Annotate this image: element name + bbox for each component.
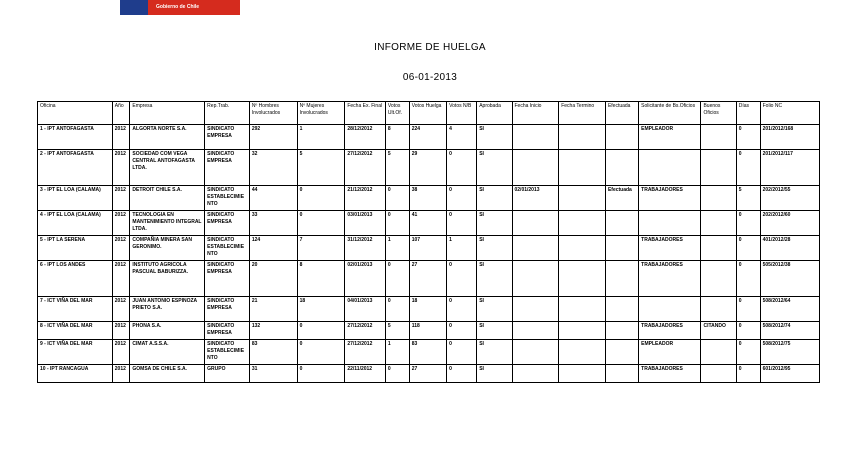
column-header: Fecha Ex. Final (345, 102, 386, 125)
table-cell: 6 - IPT LOS ANDES (38, 261, 113, 297)
table-cell (512, 340, 559, 365)
table-cell: 0 (736, 236, 760, 261)
table-cell: 04/01/2013 (345, 297, 386, 322)
table-cell (605, 211, 638, 236)
table-cell: 505/2012/38 (760, 261, 819, 297)
table-cell: 03/01/2013 (345, 211, 386, 236)
table-cell: GRUPO (205, 365, 250, 383)
table-cell: 201/2012/168 (760, 125, 819, 150)
table-cell: 0 (297, 340, 345, 365)
table-cell (605, 365, 638, 383)
column-header: Votos Huelga (409, 102, 446, 125)
table-cell (639, 150, 701, 186)
table-cell: 0 (736, 322, 760, 340)
table-cell: SOCIEDAD COM VEGA CENTRAL ANTOFAGASTA LTDA. (130, 150, 205, 186)
table-cell: 2 - IPT ANTOFAGASTA (38, 150, 113, 186)
table-cell: TECNOLOGIA EN MANTENIMIENTO INTEGRAL LTDA. (130, 211, 205, 236)
table-cell: 83 (249, 340, 297, 365)
table-cell (605, 322, 638, 340)
table-cell: 27 (409, 365, 446, 383)
table-cell: 1 - IPT ANTOFAGASTA (38, 125, 113, 150)
table-cell: 32 (249, 150, 297, 186)
table-cell (701, 236, 736, 261)
table-row (38, 340, 820, 365)
table-cell: SI (477, 186, 512, 211)
header-row (38, 102, 820, 125)
table-cell: 0 (447, 261, 477, 297)
table-cell: 8 (297, 261, 345, 297)
table-cell (605, 125, 638, 150)
table-cell: 0 (385, 261, 409, 297)
table-cell: 44 (249, 186, 297, 211)
table-cell: TRABAJADORES (639, 322, 701, 340)
table-cell: 1 (385, 236, 409, 261)
table-row (38, 261, 820, 297)
table-cell (701, 125, 736, 150)
table-cell: SI (477, 236, 512, 261)
table-cell (605, 340, 638, 365)
table-cell: 202/2012/55 (760, 186, 819, 211)
table-cell (701, 150, 736, 186)
table-cell: 8 - ICT VIÑA DEL MAR (38, 322, 113, 340)
table-cell: SI (477, 125, 512, 150)
table-cell (512, 322, 559, 340)
table-cell: 10 - IPT RANCAGUA (38, 365, 113, 383)
column-header: Efectuada (605, 102, 638, 125)
table-cell (512, 236, 559, 261)
table-cell: 27 (409, 261, 446, 297)
column-header: Solicitante de Bs.Oficios (639, 102, 701, 125)
table-cell: 0 (385, 186, 409, 211)
table-cell: 401/2012/28 (760, 236, 819, 261)
table-cell: SI (477, 211, 512, 236)
table-cell: 22/11/2012 (345, 365, 386, 383)
table-cell: 2012 (112, 261, 130, 297)
table-cell: COMPAÑIA MINERA SAN GERONIMO. (130, 236, 205, 261)
table-cell: 0 (385, 297, 409, 322)
table-cell: 7 - ICT VIÑA DEL MAR (38, 297, 113, 322)
table-cell: 02/01/2013 (512, 186, 559, 211)
table-cell: 118 (409, 322, 446, 340)
table-cell: 28/12/2012 (345, 125, 386, 150)
table-cell: 0 (447, 365, 477, 383)
table-cell: 2012 (112, 340, 130, 365)
column-header: Empresa (130, 102, 205, 125)
table-cell: 508/2012/75 (760, 340, 819, 365)
logo-text: Gobierno de Chile (156, 4, 200, 10)
table-cell: PHONA S.A. (130, 322, 205, 340)
table-cell: TRABAJADORES (639, 186, 701, 211)
table-cell: SINDICATO ESTABLECIMIENTO (205, 340, 250, 365)
table-cell (605, 236, 638, 261)
table-cell: 21 (249, 297, 297, 322)
table-cell (559, 261, 606, 297)
table-row (38, 322, 820, 340)
table-row (38, 186, 820, 211)
table-cell: 02/01/2013 (345, 261, 386, 297)
table-cell: 0 (447, 150, 477, 186)
table-cell: 0 (736, 150, 760, 186)
table-cell: 0 (736, 297, 760, 322)
table-cell: EMPLEADOR (639, 340, 701, 365)
table-cell: SINDICATO EMPRESA (205, 322, 250, 340)
table-cell: SI (477, 340, 512, 365)
table-cell: JUAN ANTONIO ESPINOZA PRIETO S.A. (130, 297, 205, 322)
table-body (38, 125, 820, 383)
table-cell: TRABAJADORES (639, 236, 701, 261)
table-cell: 5 (736, 186, 760, 211)
table-cell: 21/12/2012 (345, 186, 386, 211)
strike-report-table (37, 101, 820, 383)
column-header: Días (736, 102, 760, 125)
table-cell: 0 (297, 365, 345, 383)
table-cell: 124 (249, 236, 297, 261)
table-cell: 27/12/2012 (345, 340, 386, 365)
table-cell: 0 (447, 186, 477, 211)
column-header: Votos Ult.Of. (385, 102, 409, 125)
column-header: Nº Hombres Involucrados (249, 102, 297, 125)
table-cell: 18 (409, 297, 446, 322)
table-cell: 20 (249, 261, 297, 297)
table-cell: 292 (249, 125, 297, 150)
table-cell (701, 211, 736, 236)
table-cell: 5 (297, 150, 345, 186)
table-cell (559, 322, 606, 340)
table-cell: INSTITUTO AGRICOLA PASCUAL BABURIZZA. (130, 261, 205, 297)
table-cell: TRABAJADORES (639, 261, 701, 297)
table-cell (605, 261, 638, 297)
table-cell: 2012 (112, 365, 130, 383)
table-cell (559, 297, 606, 322)
table-cell: 0 (385, 211, 409, 236)
table-cell: 7 (297, 236, 345, 261)
table-cell: SINDICATO EMPRESA (205, 125, 250, 150)
table-cell: 0 (297, 211, 345, 236)
table-cell: 9 - ICT VIÑA DEL MAR (38, 340, 113, 365)
table-cell: 38 (409, 186, 446, 211)
table-cell: 4 - IPT EL LOA (CALAMA) (38, 211, 113, 236)
table-cell: 5 (385, 322, 409, 340)
table-cell: 2012 (112, 186, 130, 211)
table-cell (701, 365, 736, 383)
table-cell: SI (477, 150, 512, 186)
table-cell (559, 340, 606, 365)
table-cell: 0 (736, 125, 760, 150)
table-cell: 1 (385, 340, 409, 365)
table-cell: 0 (385, 365, 409, 383)
table-cell: 2012 (112, 297, 130, 322)
table-cell (559, 236, 606, 261)
column-header: Fecha Inicio (512, 102, 559, 125)
table-cell: ALGORTA NORTE S.A. (130, 125, 205, 150)
table-cell: 0 (447, 340, 477, 365)
table-cell: 508/2012/64 (760, 297, 819, 322)
column-header: Folio NC (760, 102, 819, 125)
column-header: Aprobada (477, 102, 512, 125)
table-cell: TRABAJADORES (639, 365, 701, 383)
table-cell: 508/2012/74 (760, 322, 819, 340)
table-cell: 601/2012/95 (760, 365, 819, 383)
table-cell: 4 (447, 125, 477, 150)
table-cell: 224 (409, 125, 446, 150)
table-cell (605, 150, 638, 186)
table-cell (559, 211, 606, 236)
table-cell: 5 - IPT LA SERENA (38, 236, 113, 261)
table-cell (639, 211, 701, 236)
table-header (38, 102, 820, 125)
table-cell (639, 297, 701, 322)
table-cell: 33 (249, 211, 297, 236)
logo-flag-blue (120, 0, 148, 15)
table-cell: 0 (297, 322, 345, 340)
table-cell: 132 (249, 322, 297, 340)
table-cell: 0 (297, 186, 345, 211)
table-cell (512, 365, 559, 383)
table-row (38, 365, 820, 383)
report-title: INFORME DE HUELGA (374, 42, 486, 53)
column-header: Oficina (38, 102, 113, 125)
table-cell: 107 (409, 236, 446, 261)
table-cell: 41 (409, 211, 446, 236)
table-cell: 202/2012/60 (760, 211, 819, 236)
table-cell (512, 261, 559, 297)
table-cell: 0 (447, 322, 477, 340)
table-cell: 8 (385, 125, 409, 150)
table-cell: CIMAT A.S.S.A. (130, 340, 205, 365)
table-cell: 1 (297, 125, 345, 150)
report-date: 06-01-2013 (402, 72, 458, 83)
table-cell: 0 (447, 297, 477, 322)
table-cell: 29 (409, 150, 446, 186)
table-cell: GOMSA DE CHILE S.A. (130, 365, 205, 383)
table-cell (605, 297, 638, 322)
table-cell: SINDICATO ESTABLECIMIENTO (205, 186, 250, 211)
table-cell: 2012 (112, 322, 130, 340)
table-cell (512, 211, 559, 236)
table-cell: SI (477, 365, 512, 383)
table-cell: 18 (297, 297, 345, 322)
column-header: Rep.Trab. (205, 102, 250, 125)
table-cell: 1 (447, 236, 477, 261)
table-cell: Efectuada (605, 186, 638, 211)
table-cell: 2012 (112, 236, 130, 261)
table-cell: 0 (447, 211, 477, 236)
table-cell: 2012 (112, 211, 130, 236)
table-cell: 3 - IPT EL LOA (CALAMA) (38, 186, 113, 211)
table-cell (559, 186, 606, 211)
table-cell (559, 150, 606, 186)
table-row (38, 125, 820, 150)
table-cell (701, 340, 736, 365)
table-cell: EMPLEADOR (639, 125, 701, 150)
column-header: Año (112, 102, 130, 125)
table-cell: 0 (736, 340, 760, 365)
table-row (38, 211, 820, 236)
table-cell (512, 297, 559, 322)
table-cell: 31 (249, 365, 297, 383)
table-cell (512, 125, 559, 150)
table-row (38, 297, 820, 322)
table-cell: 5 (385, 150, 409, 186)
table-cell: 2012 (112, 125, 130, 150)
table-cell: SINDICATO EMPRESA (205, 297, 250, 322)
column-header: Nº Mujeres Involucrados (297, 102, 345, 125)
gobierno-logo (120, 0, 240, 15)
table-cell: SINDICATO ESTABLECIMIENTO (205, 236, 250, 261)
table-cell: DETROIT CHILE S.A. (130, 186, 205, 211)
table-cell (701, 186, 736, 211)
table-row (38, 150, 820, 186)
table-cell: SI (477, 261, 512, 297)
table-cell: 27/12/2012 (345, 150, 386, 186)
column-header: Votos N/B (447, 102, 477, 125)
table-cell (559, 125, 606, 150)
table-cell: SINDICATO EMPRESA (205, 211, 250, 236)
table-cell: 0 (736, 211, 760, 236)
column-header: Buenos Oficios (701, 102, 736, 125)
table-cell: SI (477, 297, 512, 322)
table-cell: SINDICATO EMPRESA (205, 261, 250, 297)
table-cell: 201/2012/117 (760, 150, 819, 186)
table-cell: SINDICATO EMPRESA (205, 150, 250, 186)
table-cell: CITANDO (701, 322, 736, 340)
table-cell: SI (477, 322, 512, 340)
table-cell (701, 297, 736, 322)
table-cell: 31/12/2012 (345, 236, 386, 261)
table-row (38, 236, 820, 261)
table-cell: 0 (736, 365, 760, 383)
table-cell: 0 (736, 261, 760, 297)
table-cell (701, 261, 736, 297)
table-cell: 27/12/2012 (345, 322, 386, 340)
table-cell: 83 (409, 340, 446, 365)
table-cell (512, 150, 559, 186)
table-cell (559, 365, 606, 383)
column-header: Fecha Termino (559, 102, 606, 125)
table-cell: 2012 (112, 150, 130, 186)
